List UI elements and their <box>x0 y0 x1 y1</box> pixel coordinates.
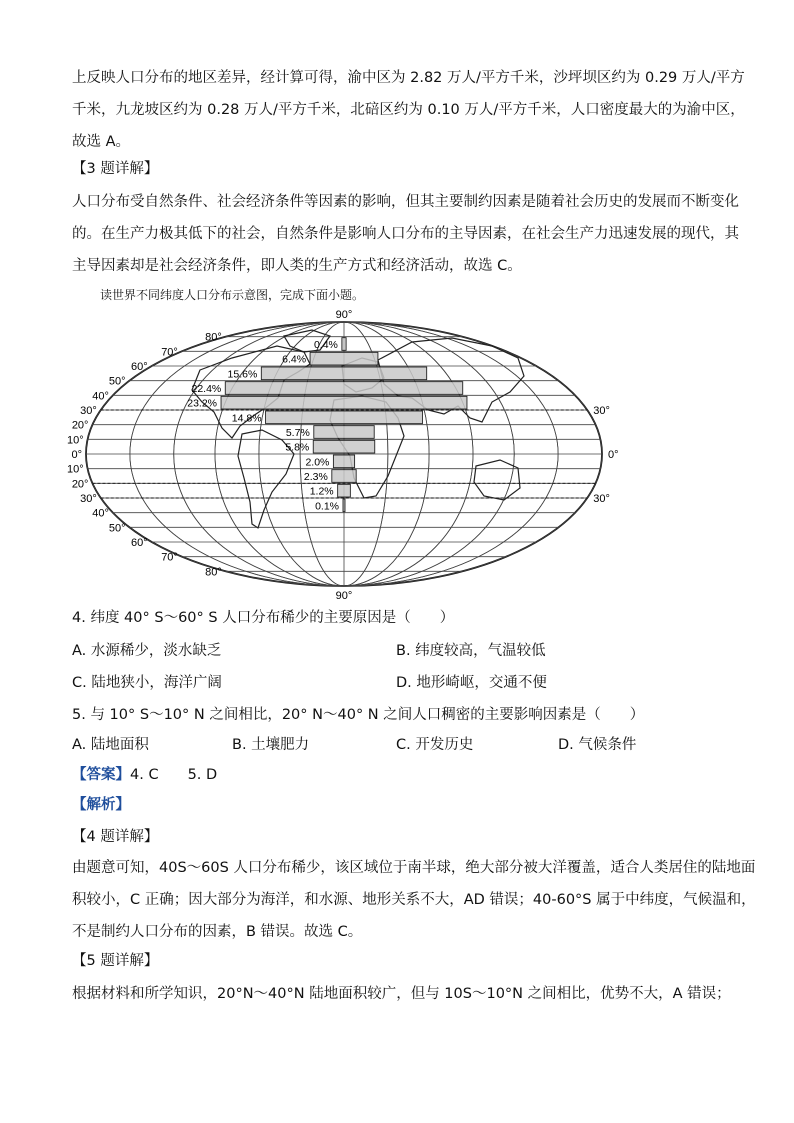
population-bar <box>266 411 423 424</box>
q5-option-b: B. 土壤肥力 <box>232 737 310 753</box>
text-line: 不是制约人口分布的因素，B 错误。故选 C。 <box>72 924 363 940</box>
bottom-meridian-label: 90° <box>335 590 353 602</box>
text-line: 人口分布受自然条件、社会经济条件等因素的影响，但其主要制约因素是随着社会历史的发展而不断变化 <box>72 194 739 210</box>
answer-line <box>72 764 217 786</box>
population-bar-label: 1.2% <box>309 485 334 498</box>
population-bar-label: 14.8% <box>231 412 262 425</box>
right-latitude-label: 30° <box>593 493 610 505</box>
population-bar <box>343 499 345 512</box>
text-line: 由题意可知，40S～60S 人口分布稀少，该区域位于南半球，绝大部分被大洋覆盖，适合人类居住的陆地面 <box>72 860 756 876</box>
latitude-label: 40° <box>92 390 109 403</box>
latitude-label: 10° <box>66 434 84 447</box>
right-latitude-label: 0° <box>608 449 619 461</box>
q5-detail-heading: 【5 题详解】 <box>72 953 159 969</box>
q4-detail-heading: 【4 题详解】 <box>72 829 159 845</box>
latitude-label: 20° <box>71 478 89 491</box>
population-bar-label: 22.4% <box>191 383 222 395</box>
population-bar <box>342 338 346 351</box>
q5-option-d: D. 气候条件 <box>558 737 637 753</box>
population-bar-label: 23.2% <box>187 397 218 410</box>
latitude-label: 0° <box>71 449 82 461</box>
latitude-label: 30° <box>80 493 97 505</box>
text-line: 积较小，C 正确；因大部分为海洋，和水源、地形关系不大，AD 错误；40-60°S 属于中纬度，气候温和， <box>72 892 756 908</box>
q4-stem: 4. 纬度 40° S～60° S 人口分布稀少的主要原因是（ ） <box>72 610 455 626</box>
population-bar-label: 0.4% <box>313 339 338 351</box>
text-line: 主导因素却是社会经济条件，即人类的生产方式和经济活动，故选 C。 <box>72 258 522 274</box>
population-bar <box>310 352 378 365</box>
latitude-label: 60° <box>131 537 148 549</box>
q5-option-a: A. 陆地面积 <box>72 737 149 753</box>
population-bar-label: 5.8% <box>285 441 310 454</box>
population-bar <box>313 440 374 453</box>
text-line: 千米，九龙坡区约为 0.28 万人/平方千米，北碚区约为 0.10 万人/平方千米，人口密度最大的为渝中区， <box>72 102 745 118</box>
latitude-label: 70° <box>161 551 178 564</box>
q4-option-d: D. 地形崎岖，交通不便 <box>396 675 547 691</box>
q5-stem: 5. 与 10° S～10° N 之间相比，20° N～40° N 之间人口稠密的主要影响因素是（ ） <box>72 707 645 723</box>
intro-paragraph <box>72 62 745 158</box>
text-line: 上反映人口分布的地区差异，经计算可得，渝中区为 2.82 万人/平方千米，沙坪坝区约为 0.29 万人/平方 <box>72 70 745 86</box>
right-latitude-label: 30° <box>593 405 610 417</box>
text-line: 的。在生产力极其低下的社会，自然条件是影响人口分布的主导因素，在社会生产力迅速发展的现代，其 <box>72 226 739 242</box>
q5-detail-paragraph <box>72 978 731 1010</box>
q4-option-c: C. 陆地狭小，海洋广阔 <box>72 675 222 691</box>
q4-detail-paragraph <box>72 852 756 948</box>
latitude-label: 60° <box>131 361 148 373</box>
analysis-label: 【解析】 <box>72 797 130 813</box>
latitude-label: 10° <box>66 463 84 476</box>
latitude-label: 80° <box>205 566 222 579</box>
text-line: 故选 A。 <box>72 134 131 150</box>
population-bar-label: 5.7% <box>285 427 310 439</box>
latitude-label: 80° <box>205 331 222 344</box>
text-line: 根据材料和所学知识，20°N～40°N 陆地面积较广，但与 10S～10°N 之间相比，优势不大，A 错误； <box>72 986 731 1002</box>
population-bar-label: 2.0% <box>305 456 330 469</box>
q5-option-c: C. 开发历史 <box>396 737 474 753</box>
population-bar <box>338 484 351 497</box>
latitude-label: 50° <box>108 522 126 535</box>
population-bar <box>333 455 354 468</box>
latitude-label: 30° <box>80 405 97 417</box>
population-bar <box>332 470 356 483</box>
population-bar-label: 15.6% <box>227 368 258 381</box>
latitude-label: 20° <box>71 419 89 432</box>
population-bar-label: 6.4% <box>282 353 307 366</box>
answer-text: 4. C 5. D <box>130 767 218 783</box>
population-bar <box>261 367 426 380</box>
population-bar <box>314 426 374 439</box>
population-bar <box>221 396 467 409</box>
q3-heading: 【3 题详解】 <box>72 161 159 177</box>
q4-option-b: B. 纬度较高，气温较低 <box>396 643 546 659</box>
top-meridian-label: 90° <box>335 309 353 321</box>
latitude-label: 50° <box>108 375 126 388</box>
figure-caption: 读世界不同纬度人口分布示意图，完成下面小题。 <box>100 288 365 302</box>
population-bar <box>225 382 462 395</box>
q4-option-a: A. 水源稀少，淡水缺乏 <box>72 643 222 659</box>
answer-label: 【答案】 <box>72 767 130 783</box>
latitude-label: 40° <box>92 507 109 520</box>
latitude-label: 70° <box>161 346 178 359</box>
population-bar-label: 0.1% <box>315 500 339 513</box>
world-population-latitude-map <box>66 306 632 602</box>
q3-paragraph <box>72 186 739 282</box>
population-bar-label: 2.3% <box>303 471 328 483</box>
